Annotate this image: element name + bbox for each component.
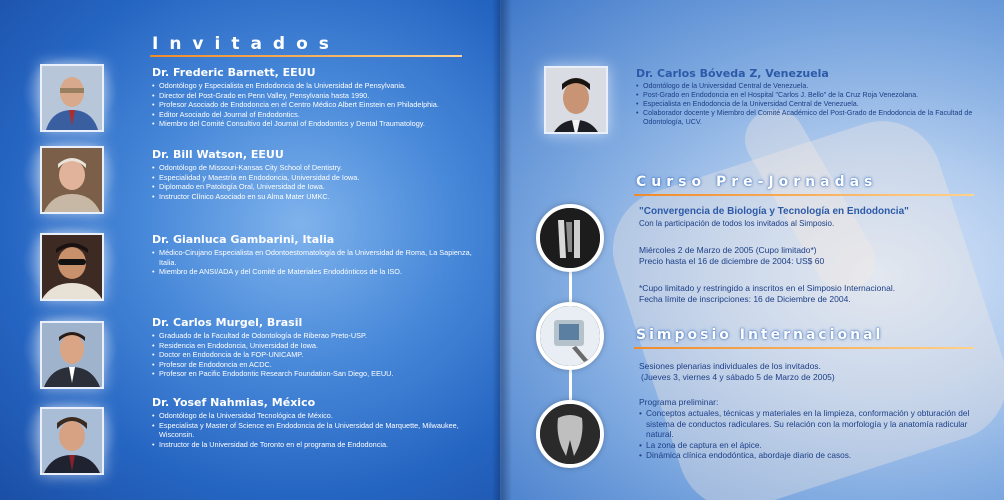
credential-item: • Especialidad y Maestría en Endodoncia, Universidad de Iowa. [152,173,482,183]
credential-item: • Odontólogo de Missouri-Kansas City School of Dentistry. [152,163,482,173]
guest-watson [152,148,482,201]
credential-item: • Especialista en Endodoncia de la Universidad Central de Venezuela. [636,100,976,109]
dental-xray-icon [540,208,600,268]
guest-credentials [152,81,482,129]
credential-item: • Doctor en Endodoncia de la FOP-UNICAMP. [152,350,482,360]
credential-item: • Médico-Cirujano Especialista en Odontoestomatología de la Universidad de Roma, La Sapienza, Italia. [152,248,482,267]
curso-rule [634,194,974,196]
guest-murgel [152,316,482,379]
program-label: Programa preliminar: [639,397,719,407]
credential-item: • Especialista y Master of Science en Endodoncia de la Universidad de Marquette, Milwaukee, Wisconsin. [152,421,482,440]
guest-name: Dr. Gianluca Gambarini, Italia [152,233,335,246]
credential-item: • Diplomado en Patología Oral, Universidad de Iowa. [152,182,482,192]
curso-title: "Convergencia de Biología y Tecnología en Endodoncia" [639,206,909,217]
guest-gambarini [152,233,482,277]
curso-subtitle: Con la participación de todos los invitados al Simposio. [639,219,835,228]
guest-photo-boveda [544,66,608,134]
tooth-circle-image [536,400,604,468]
simposio-line-2: (Jueves 3, viernes 4 y sábado 5 de Marzo de 2005) [641,372,835,382]
credential-item: • Profesor de Endodoncia en ACDC. [152,360,482,370]
credential-item: • Instructor de la Universidad de Toronto en el programa de Endodoncia. [152,440,482,450]
program-item: • La zona de captura en el ápice. [639,440,979,451]
guest-credentials [152,163,482,201]
program-item: • Dinámica clínica endodóntica, abordaje diario de casos. [639,450,979,461]
credential-item: • Profesor en Pacific Endodontic Research Foundation-San Diego, EEUU. [152,369,482,379]
guest-name: Dr. Carlos Murgel, Brasil [152,316,303,329]
left-page [0,0,500,500]
program-item: • Conceptos actuales, técnicas y materiales en la limpieza, conformación y obturación del sistema de conductos radiculares. Su relación con la morfología y la anatomía radicular natural. [639,408,979,440]
portrait-image [546,68,606,134]
guest-boveda [636,67,976,127]
guest-nahmias [152,396,482,449]
program-list [639,408,979,461]
guest-name: Dr. Carlos Bóveda Z, Venezuela [636,67,829,80]
credential-item: • Post-Grado en Endodoncia en el Hospital "Carlos J. Bello" de la Cruz Roja Venezolana. [636,91,976,100]
credential-item: • Odontólogo de la Universidad Tecnológica de México. [152,411,482,421]
credential-item: • Director del Post-Grado en Penn Valley, Pensylvania hasta 1990. [152,91,482,101]
credential-item: • Odontólogo de la Universidad Central de Venezuela. [636,82,976,91]
credential-item: • Colaborador docente y Miembro del Comité Académico del Post-Grado de Endodoncia de la Facultad de Odontología, UCV. [636,109,976,127]
simposio-line-1: Sesiones plenarias individuales de los invitados. [639,361,821,371]
guest-credentials [152,248,482,277]
curso-date: Miércoles 2 de Marzo de 2005 (Cupo limitado*) [639,245,817,255]
credential-item: • Editor Asociado del Journal of Endodontics. [152,110,482,120]
portrait-image [42,409,102,473]
credential-item: • Profesor Asociado de Endodoncia en el Centro Médico Albert Einstein en Philadelphia. [152,100,482,110]
credential-item: • Miembro de ANSI/ADA y del Comité de Materiales Endodónticos de la ISO. [152,267,482,277]
guest-photo-watson [40,146,104,214]
guest-credentials [152,411,482,449]
circle-connector [569,368,572,402]
curso-note-2: Fecha límite de inscripciones: 16 de Diciembre de 2004. [639,294,851,304]
credential-item: • Odontólogo y Especialista en Endodoncia de la Universidad de Pensylvania. [152,81,482,91]
guest-name: Dr. Frederic Barnett, EEUU [152,66,316,79]
credential-item: • Graduado de la Facultad de Odontología de Riberao Preto-USP. [152,331,482,341]
invitados-rule [150,55,462,57]
curso-note-1: *Cupo limitado y restringido a inscritos en el Simposio Internacional. [639,283,896,293]
guest-credentials [636,82,976,127]
guest-credentials [152,331,482,379]
page-fold [492,0,512,500]
curso-price: Precio hasta el 16 de diciembre de 2004: US$ 60 [639,256,825,266]
guest-photo-barnett [40,64,104,132]
portrait-image [42,66,102,130]
guest-photo-gambarini [40,233,104,301]
portrait-image [42,235,102,299]
guest-photo-nahmias [40,407,104,475]
credential-item: • Miembro del Comité Consultivo del Journal of Endodontics y Dental Traumatology. [152,119,482,129]
portrait-image [42,148,102,212]
invitados-heading: Invitados [152,34,340,54]
xray-circle-image [536,204,604,272]
simposio-heading: Simposio Internacional [636,327,884,343]
tooth-icon [540,404,600,464]
portrait-image [42,323,102,387]
dental-equipment-icon [540,306,600,366]
microscope-circle-image [536,302,604,370]
credential-item: • Residencia en Endodoncia, Universidad de Iowa. [152,341,482,351]
curso-heading: Curso Pre-Jornadas [636,174,878,190]
guest-name: Dr. Bill Watson, EEUU [152,148,284,161]
guest-barnett [152,66,482,129]
guest-photo-murgel [40,321,104,389]
simposio-rule [634,347,974,349]
guest-name: Dr. Yosef Nahmias, México [152,396,316,409]
credential-item: • Instructor Clínico Asociado en su Alma Mater UMKC. [152,192,482,202]
